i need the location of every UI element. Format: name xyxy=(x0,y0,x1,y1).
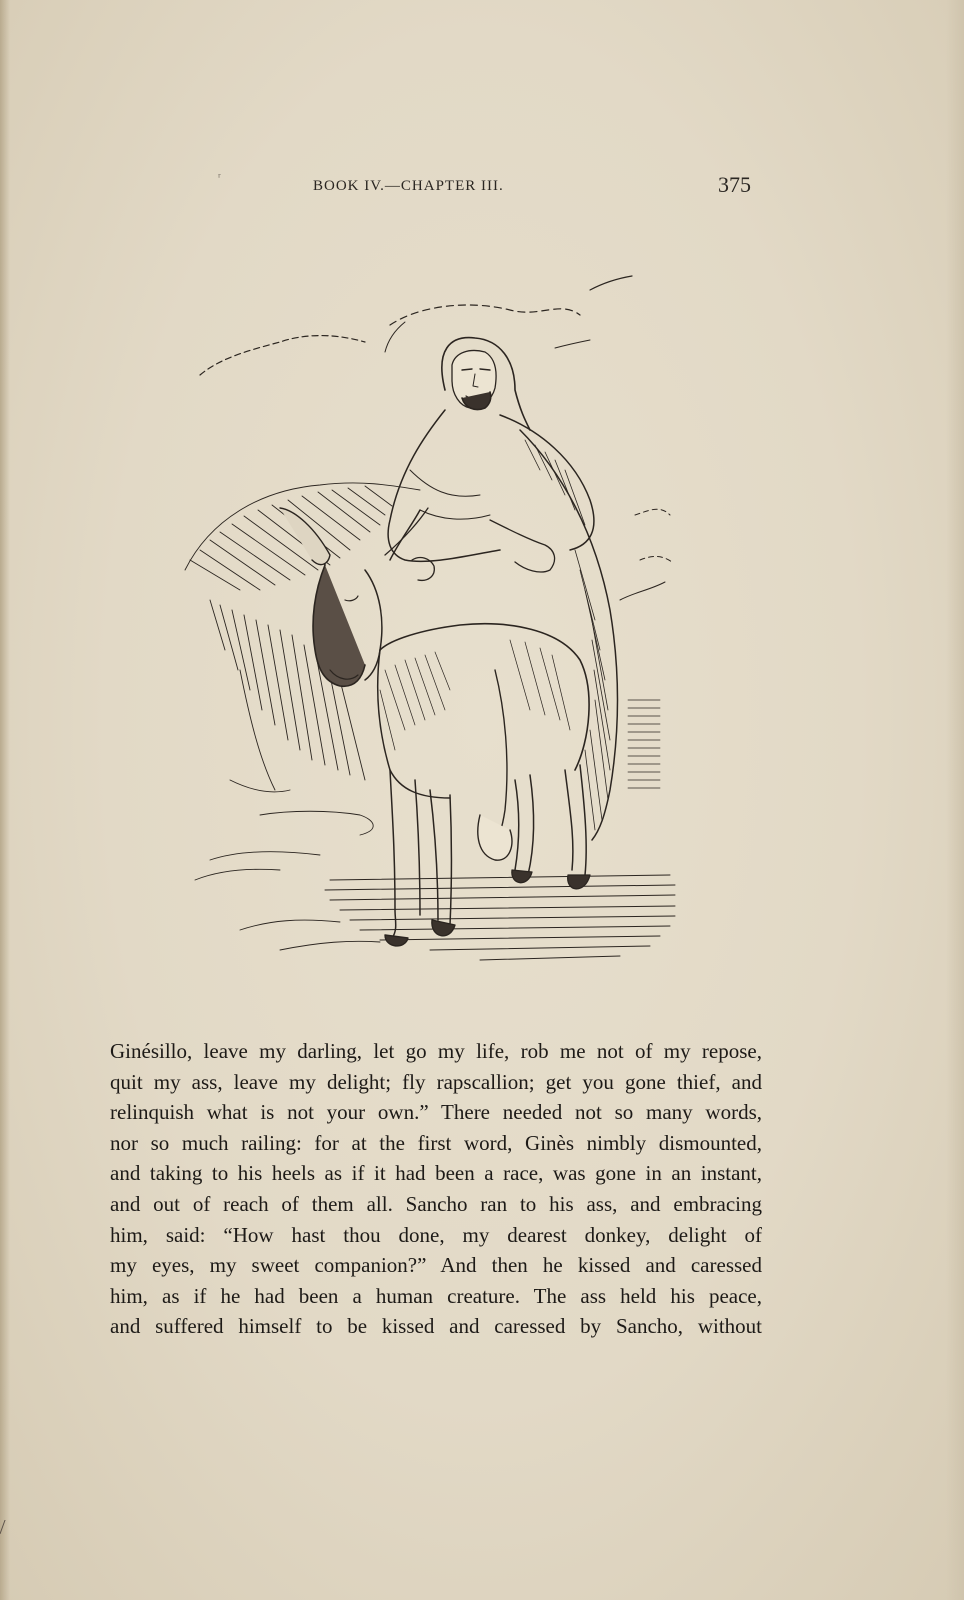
rider-on-donkey-engraving xyxy=(180,270,700,980)
page-gutter-shadow xyxy=(0,0,10,1600)
text-line: him, as if he had been a human creature. The ass held his peace, xyxy=(110,1283,762,1308)
page-edge-shadow xyxy=(946,0,964,1600)
text-line: him, said: “How hast thou done, my dearest donkey, delight of xyxy=(110,1222,762,1247)
engraving-illustration xyxy=(180,270,700,980)
printing-mark: ʳ xyxy=(218,170,221,184)
text-line: and suffered himself to be kissed and caressed by Sancho, without xyxy=(110,1314,762,1339)
text-line: and out of reach of them all. Sancho ran to his ass, and embracing xyxy=(110,1191,762,1216)
running-title: BOOK IV.—CHAPTER III. xyxy=(313,178,504,194)
text-line: Ginésillo, leave my darling, let go my life, rob me not of my repose, xyxy=(110,1039,762,1063)
text-line: and taking to his heels as if it had been a race, was gone in an instant, xyxy=(110,1161,762,1186)
text-line: nor so much railing: for at the first word, Ginès nimbly dismounted, xyxy=(110,1130,762,1155)
page-number: 375 xyxy=(718,172,751,197)
text-line: quit my ass, leave my delight; fly rapscallion; get you gone thief, and xyxy=(110,1069,762,1094)
text-line: relinquish what is not your own.” There needed not so many words, xyxy=(110,1100,762,1125)
running-head xyxy=(0,172,964,202)
text-line: my eyes, my sweet companion?” And then he kissed and caressed xyxy=(110,1253,762,1278)
body-text xyxy=(110,1036,762,1342)
